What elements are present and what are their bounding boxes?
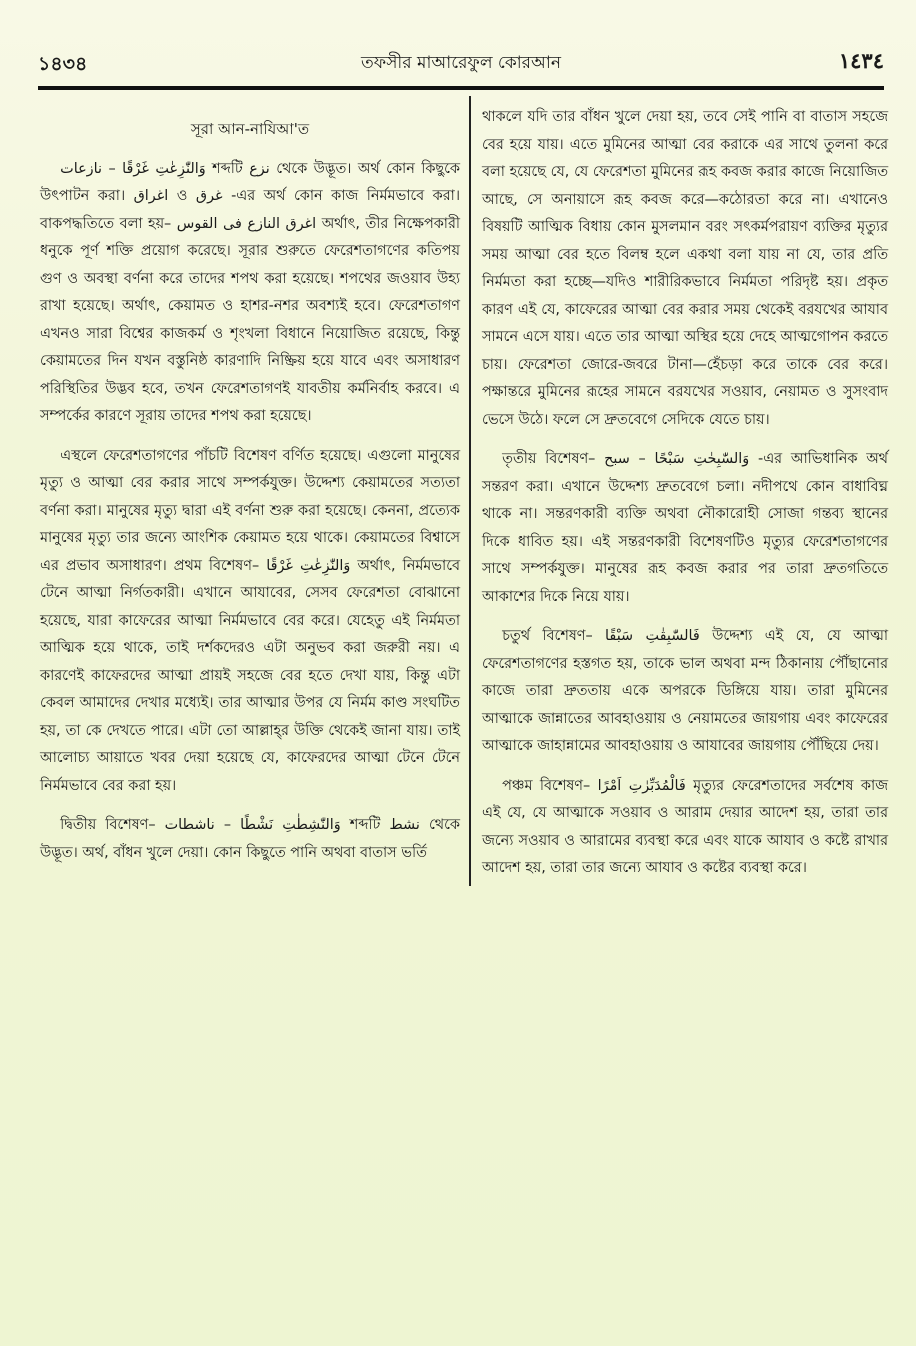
column-divider xyxy=(469,96,471,886)
right-paragraph-4: পঞ্চম বিশেষণ– فَالْمُدَبِّرٰتِ اَمْرًا মৃত্যুর ফেরেশতাদের সর্বশেষ কাজ এই যে, যে আত্মাকে সওয়াব ও আরাম দেয়ার আদেশ হয়, তারা তার জন্যে সওয়াব ও আরামের ব্যবস্থা করে এবং যাকে আযাব ও কষ্টে রাখার আদেশ হয়, তারা তার জন্যে আযাব ও কষ্টের ব্যবস্থা করে। xyxy=(482,777,888,876)
header-rule xyxy=(38,86,884,90)
page-number-bengali: ১৪৩৪ xyxy=(38,53,88,75)
page-number-arabic: ١٤٣٤ xyxy=(838,48,884,73)
left-paragraph-1: وَالنّٰزِعٰتِ غَرْقًا – نازعات শব্দটি نزع থেকে উদ্ভূত। অর্থ কোন কিছুকে উৎপাটন করা। اغراق ও غرق -এর অর্থ কোন কাজ নির্মমভাবে করা। বাকপদ্ধতিতে বলা হয়– اغرق النازع فى القوس অর্থাৎ, তীর নিক্ষেপকারী ধনুকে পূর্ণ শক্তি প্রয়োগ করেছে। সূরার শুরুতে ফেরেশতাগণের কতিপয় গুণ ও অবস্থা বর্ণনা করে তাদের শপথ করা হয়েছে। শপথের জওয়াব উহ্য রাখা হয়েছে। অর্থাৎ, কেয়ামত ও হাশর-নশর অবশ্যই হবে। ফেরেশতাগণ এখনও সারা বিশ্বের কাজকর্ম ও শৃংখলা বিধানে নিয়োজিত রয়েছে, কিন্তু কেয়ামতের দিন যখন বস্তুনিষ্ঠ কারণাদি নিষ্ক্রিয় হয়ে যাবে এবং অসাধারণ পরিস্থিতির উদ্ভব হবে, তখন ফেরেশতাগণই যাবতীয় কর্মনির্বাহ করবে। এ সম্পর্কের কারণে সূরায় তাদের শপথ করা হয়েছে। xyxy=(40,160,461,424)
left-paragraph-2: এস্থলে ফেরেশতাগণের পাঁচটি বিশেষণ বর্ণিত হয়েছে। এগুলো মানুষের মৃত্যু ও আত্মা বের করার সাথে সম্পর্কযুক্ত। উদ্দেশ্য কেয়ামতের সত্যতা বর্ণনা করা। মানুষের মৃত্যু দ্বারা এই বর্ণনা শুরু করা হয়েছে। কেননা, প্রত্যেক মানুষের মৃত্যু তার জন্যে আংশিক কেয়ামত হয়ে থাকে। কেয়ামতের বিশ্বাসে এর প্রভাব অসাধারণ। প্রথম বিশেষণ– وَالنّٰزِعٰتِ غَرْقًا অর্থাৎ, নির্মমভাবে টেনে আত্মা নির্গতকারী। এখানে আযাবের, সেসব ফেরেশতা বোঝানো হয়েছে, যারা কাফেরের আত্মা নির্মমভাবে বের করে। যেহেতু এই নির্মমতা আত্মিক হয়ে থাকে, তাই দর্শকদেরও এটা অনুভব করা জরুরী নয়। এ কারণেই কাফেরদের আত্মা প্রায়ই সহজে বের হতে দেখা যায়, কিন্তু এটা কেবল আমাদের দেখার মধ্যেই। তার আত্মার উপর যে নির্মম কাণ্ড সংঘটিত হয়, তা কে দেখতে পারে। এটা তো আল্লাহ্‌র উক্তি থেকেই জানা যায়। তাই আলোচ্য আয়াতে খবর দেয়া হয়েছে যে, কাফেরদের আত্মা টেনে টেনে নির্মমভাবে বের করা হয়। xyxy=(40,447,460,794)
book-title: তফসীর মাআরেফুল কোরআন xyxy=(361,53,561,73)
right-column xyxy=(482,104,888,885)
left-paragraph-3: দ্বিতীয় বিশেষণ– وَالنّٰشِطٰتِ نَشْطًا – ناشطات শব্দটি نشط থেকে উদ্ভূত। অর্থ, বাঁধন খুলে দেয়া। কোন কিছুতে পানি অথবা বাতাস ভর্তি xyxy=(40,817,460,861)
surah-heading: সূরা আন-নাযিআ'ত xyxy=(190,120,310,138)
left-column xyxy=(40,110,460,869)
right-paragraph-2: তৃতীয় বিশেষণ– وَالسّٰبِحٰتِ سَبْحًا – سبح -এর আভিধানিক অর্থ সন্তরণ করা। এখানে উদ্দেশ্য দ্রুতবেগে চলা। নদীপথে কোন বাধাবিঘ্ন থাকে না। সন্তরণকারী ব্যক্তি অথবা নৌকারোহী সোজা গন্তব্য স্থানের দিকে ধাবিত হয়। এই সন্তরণকারী বিশেষণটিও মৃত্যুর ফেরেশতাগণের সাথে সম্পর্কযুক্ত। মানুষের রূহ কবজ করার পর তারা দ্রুতগতিতে আকাশের দিকে নিয়ে যায়। xyxy=(482,451,888,605)
right-paragraph-1: থাকলে যদি তার বাঁধন খুলে দেয়া হয়, তবে সেই পানি বা বাতাস সহজে বের হয়ে যায়। এতে মুমিনের আত্মা বের করাকে এর সাথে তুলনা করে বলা হয়েছে যে, যে ফেরেশতা মুমিনের রূহ কবজ করার কাজে নিয়োজিত আছে, সে অনায়াসে রূহ কবজ করে—কঠোরতা করে না। এখানেও বিষয়টি আত্মিক বিধায় কোন মুসলমান বরং সৎকর্মপরায়ণ ব্যক্তির মৃত্যুর সময় আত্মা বের হতে বিলম্ব হলে একথা বলা যায় না যে, তার প্রতি নির্মমতা করা হচ্ছে—যদিও শারীরিকভাবে নির্মমতা পরিদৃষ্ট হয়। প্রকৃত কারণ এই যে, কাফেরের আত্মা বের করার সময় থেকেই বরযখের আযাব সামনে এসে যায়। এতে তার আত্মা অস্থির হয়ে দেহে আত্মগোপন করতে চায়। ফেরেশতা জোরে-জবরে টানা—হেঁচড়া করে তাকে বের করে। পক্ষান্তরে মুমিনের রূহের সামনে বরযখের সওয়াব, নেয়ামত ও সুসংবাদ ভেসে উঠে। ফলে সে দ্রুতবেগে সেদিকে যেতে চায়। xyxy=(482,109,888,428)
page-header xyxy=(38,48,884,78)
right-paragraph-3: চতুর্থ বিশেষণ– فَالسّٰبِقٰتِ سَبْقًا উদ্দেশ্য এই যে, যে আত্মা ফেরেশতাগণের হস্তগত হয়, তাকে ভাল অথবা মন্দ ঠিকানায় পৌঁছানোর কাজে তারা দ্রুততায় একে অপরকে ডিঙ্গিয়ে যায়। তারা মুমিনের আত্মাকে জান্নাতের আবহাওয়ায় ও নেয়ামতের জায়গায় এবং কাফেরের আত্মাকে জাহান্নামের আবহাওয়ায় ও আযাবের জায়গায় পৌঁছিয়ে দেয়। xyxy=(482,628,888,754)
